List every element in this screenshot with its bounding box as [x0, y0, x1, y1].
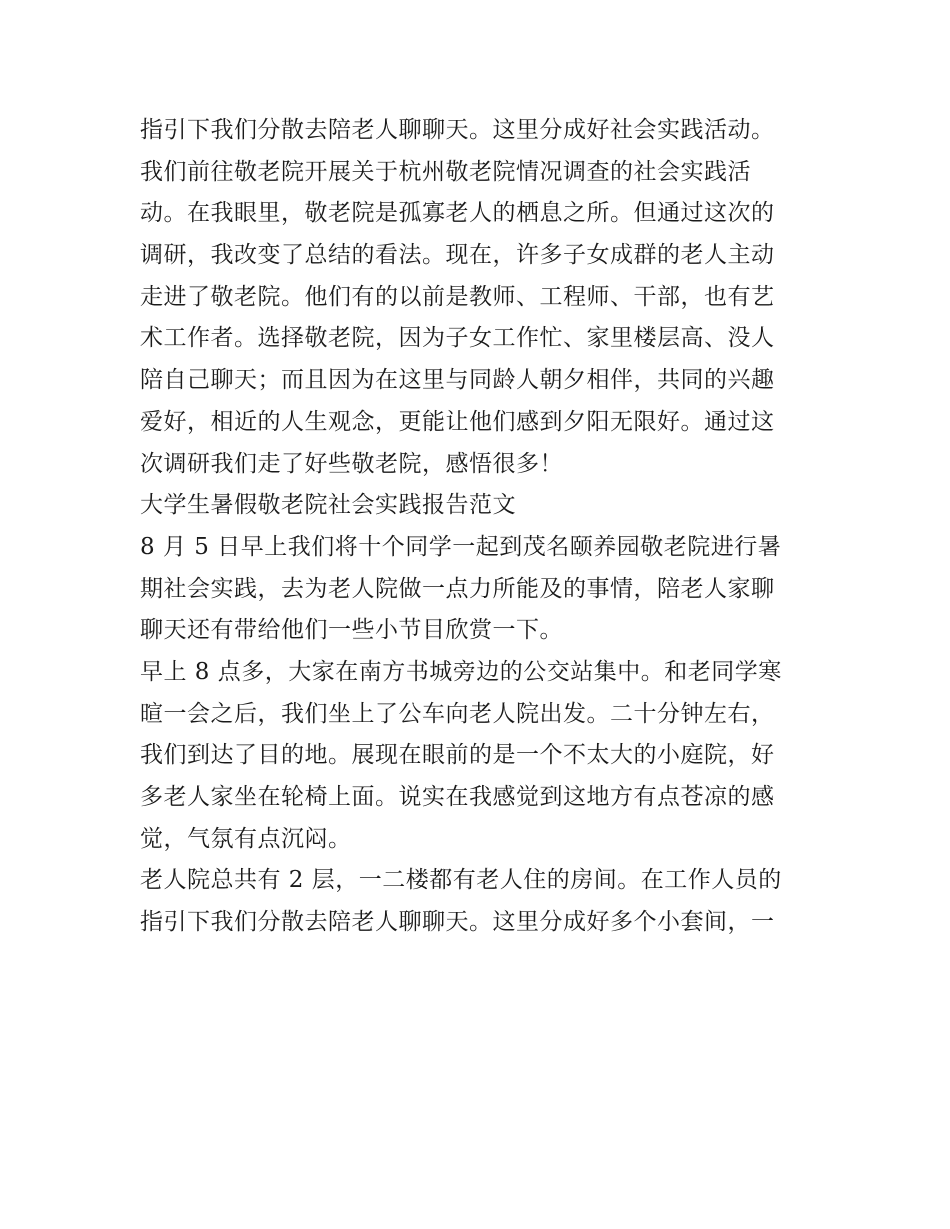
text-line: 期社会实践，去为老人院做一点力所能及的事情，陪老人家聊	[140, 575, 775, 602]
text-line: 调研，我改变了总结的看法。现在，许多子女成群的老人主动	[140, 242, 775, 269]
text-line: 觉，气氛有点沉闷。	[140, 825, 352, 852]
text-line: 聊天还有带给他们一些小节目欣赏一下。	[140, 617, 563, 644]
text-line: 动。在我眼里，敬老院是孤寡老人的栖息之所。但通过这次的	[140, 200, 775, 227]
section-heading: 大学生暑假敬老院社会实践报告范文	[140, 492, 516, 519]
text-line: 走进了敬老院。他们有的以前是教师、工程师、干部，也有艺	[140, 283, 775, 310]
text-line: 陪自己聊天；而且因为在这里与同龄人朝夕相伴，共同的兴趣	[140, 367, 775, 394]
document-body	[140, 110, 830, 944]
text-line: 我们前往敬老院开展关于杭州敬老院情况调查的社会实践活	[140, 158, 751, 185]
text-line: 老人院总共有 2 层，一二楼都有老人住的房间。在工作人员的	[140, 867, 782, 894]
text-line: 指引下我们分散去陪老人聊聊天。这里分成好社会实践活动。	[140, 117, 775, 143]
text-line: 早上 8 点多，大家在南方书城旁边的公交站集中。和老同学寒	[140, 658, 782, 685]
text-line: 暄一会之后，我们坐上了公车向老人院出发。二十分钟左右，	[140, 700, 775, 727]
text-line: 爱好，相近的人生观念，更能让他们感到夕阳无限好。通过这	[140, 408, 775, 435]
text-line: 8 月 5 日早上我们将十个同学一起到茂名颐养园敬老院进行暑	[140, 533, 782, 560]
text-line: 我们到达了目的地。展现在眼前的是一个不太大的小庭院，好	[140, 742, 775, 769]
text-line: 指引下我们分散去陪老人聊聊天。这里分成好多个小套间，一	[140, 909, 775, 936]
text-line: 次调研我们走了好些敬老院，感悟很多！	[140, 450, 563, 477]
text-line: 术工作者。选择敬老院，因为子女工作忙、家里楼层高、没人	[140, 325, 775, 352]
text-line: 多老人家坐在轮椅上面。说实在我感觉到这地方有点苍凉的感	[140, 784, 775, 810]
